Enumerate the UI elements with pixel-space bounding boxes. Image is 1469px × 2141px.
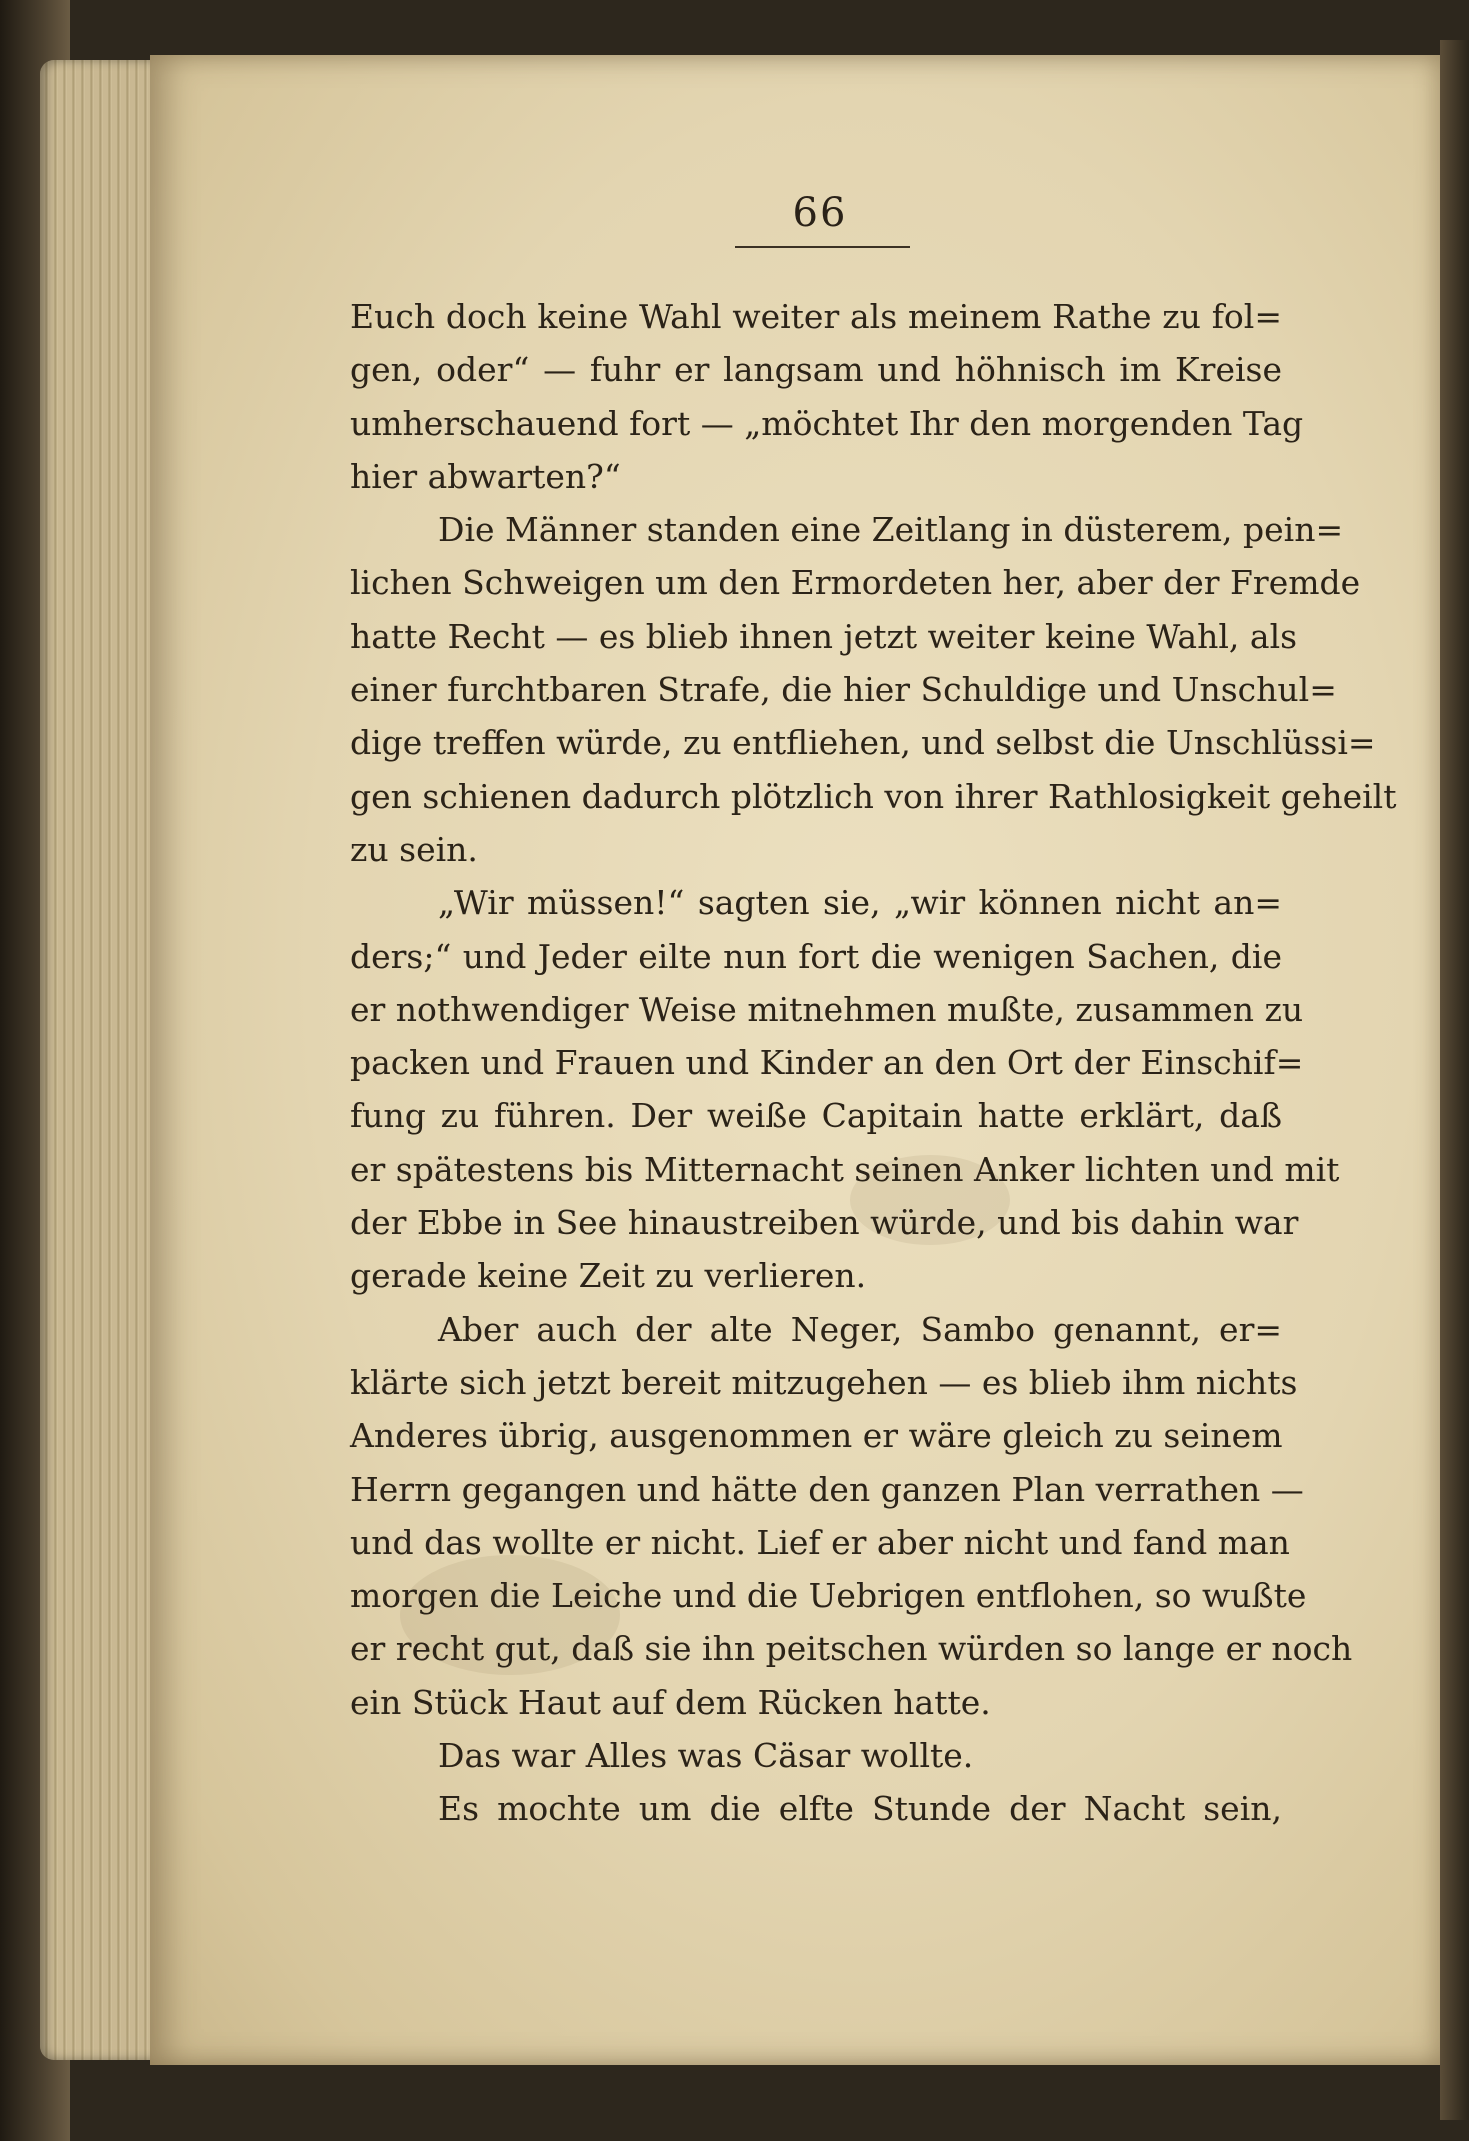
body-text [350, 290, 1397, 1836]
text-line: er nothwendiger Weise mitnehmen mußte, zusammen zu [350, 989, 1304, 1029]
text-line: Euch doch keine Wahl weiter als meinem Rathe zu fol= [350, 297, 1282, 336]
text-line: ders;“ und Jeder eilte nun fort die wenigen Sachen, die [350, 936, 1282, 976]
text-line: Anderes übrig, ausgenommen er wäre gleich zu seinem [350, 1416, 1283, 1456]
page-number: 66 [792, 190, 848, 236]
book-cover-edge-right [1440, 40, 1469, 2120]
text-line: zu sein. [350, 829, 478, 869]
text-line: er recht gut, daß sie ihn peitschen würden so lange er noch [350, 1629, 1353, 1669]
text-line: klärte sich jetzt bereit mitzugehen — es blieb ihm nichts [350, 1362, 1298, 1402]
text-line: dige treffen würde, zu entfliehen, und selbst die Unschlüssi= [350, 723, 1376, 763]
text-line: morgen die Leiche und die Uebrigen entflohen, so wußte [350, 1576, 1307, 1616]
text-line: ein Stück Haut auf dem Rücken hatte. [350, 1682, 991, 1722]
text-line: hatte Recht — es blieb ihnen jetzt weiter keine Wahl, als [350, 616, 1298, 656]
text-line: „Wir müssen!“ sagten sie, „wir können nicht an= [438, 883, 1282, 923]
text-line: hier abwarten?“ [350, 456, 621, 496]
text-line: der Ebbe in See hinaustreiben würde, und bis dahin war [350, 1203, 1299, 1243]
text-line: Das war Alles was Cäsar wollte. [438, 1736, 974, 1776]
text-line: Die Männer standen eine Zeitlang in düsterem, pein= [438, 510, 1344, 550]
text-line: Aber auch der alte Neger, Sambo genannt, er= [438, 1309, 1282, 1349]
text-line: fung zu führen. Der weiße Capitain hatte erklärt, daß [350, 1096, 1282, 1136]
page-stack-edges [40, 60, 160, 2060]
header-rule [735, 246, 910, 248]
text-line: lichen Schweigen um den Ermordeten her, aber der Fremde [350, 563, 1361, 603]
text-line: packen und Frauen und Kinder an den Ort der Einschif= [350, 1043, 1304, 1083]
text-line: Herrn gegangen und hätte den ganzen Plan verrathen — [350, 1469, 1304, 1509]
text-line: gerade keine Zeit zu verlieren. [350, 1256, 867, 1296]
text-line: gen, oder“ — fuhr er langsam und höhnisch im Kreise [350, 350, 1282, 390]
text-line: umherschauend fort — „möchtet Ihr den morgenden Tag [350, 403, 1304, 443]
text-line: gen schienen dadurch plötzlich von ihrer Rathlosigkeit geheilt [350, 776, 1397, 816]
text-line: Es mochte um die elfte Stunde der Nacht sein, [438, 1789, 1282, 1829]
text-line: er spätestens bis Mitternacht seinen Anker lichten und mit [350, 1149, 1340, 1189]
text-line: einer furchtbaren Strafe, die hier Schuldige und Unschul= [350, 670, 1337, 710]
text-line: und das wollte er nicht. Lief er aber nicht und fand man [350, 1522, 1290, 1562]
